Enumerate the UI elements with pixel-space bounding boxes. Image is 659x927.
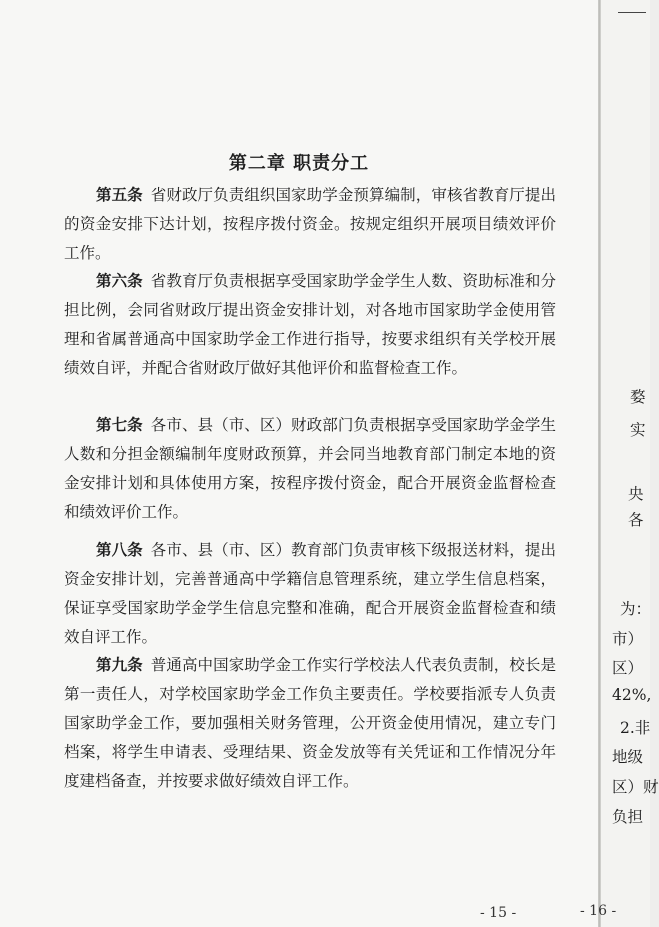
article-9 [64,650,556,796]
article-text: 各市、县（市、区）财政部门负责根据享受国家助学金学生人数和分担金额编制年度财政预算，并会同当地教育部门制定本地的资金安排计划和具体使用方案，按程序拨付资金，配合开展资金监督检查和绩效评价工作。 [64,416,556,521]
right-fragment: 市） [612,630,644,648]
right-fragment: 负担 [612,808,644,826]
article-text: 普通高中国家助学金工作实行学校法人代表负责制，校长是第一责任人，对学校国家助学金工作负主要责任。学校要指派专人负责国家助学金工作，要加强相关财务管理，公开资金使用情况，建立专门档案，将学生申请表、受理结果、资金发放等有关凭证和工作情况分年度建档备查，并按要求做好绩效自评工作。 [64,656,556,790]
article-label: 第七条 [96,415,143,434]
article-7 [64,410,556,527]
right-fragment: 区） [612,659,644,677]
right-fragment: 为： [620,600,652,618]
right-fragment: 实 [630,421,646,439]
right-fragment: 婺 [630,388,646,406]
article-label: 第五条 [96,185,143,204]
page-number-left: - 15 - [480,905,517,921]
article-8 [64,535,556,652]
right-fragment: 地级 [612,748,644,766]
article-label: 第六条 [96,271,143,290]
margin-mark [618,0,646,13]
page-number-right: - 16 - [580,903,617,919]
right-fragment: 各 [628,511,644,529]
right-fragment: 2.非 [620,719,651,737]
article-6 [64,266,556,383]
article-text: 各市、县（市、区）教育部门负责审核下级报送材料，提出资金安排计划，完善普通高中学籍信息管理系统，建立学生信息档案，保证享受国家助学金学生信息完整和准确，配合开展资金监督检查和绩效自评工作。 [64,541,556,646]
right-fragment: 42%, [612,686,652,704]
right-fragment: 区）财 [612,778,659,796]
right-fragment: 央 [628,485,644,503]
article-label: 第八条 [96,540,143,559]
article-label: 第九条 [96,655,143,674]
chapter-title: 第二章 职责分工 [228,153,370,174]
article-text: 省教育厅负责根据享受国家助学金学生人数、资助标准和分担比例，会同省财政厅提出资金安排计划，对各地市国家助学金使用管理和省属普通高中国家助学金工作进行指导，按要求组织有关学校开展绩效自评，并配合省财政厅做好其他评价和监督检查工作。 [64,272,556,377]
article-5 [64,180,556,268]
article-text: 省财政厅负责组织国家助学金预算编制，审核省教育厅提出的资金安排下达计划，按程序拨付资金。按规定组织开展项目绩效评价工作。 [64,186,556,262]
